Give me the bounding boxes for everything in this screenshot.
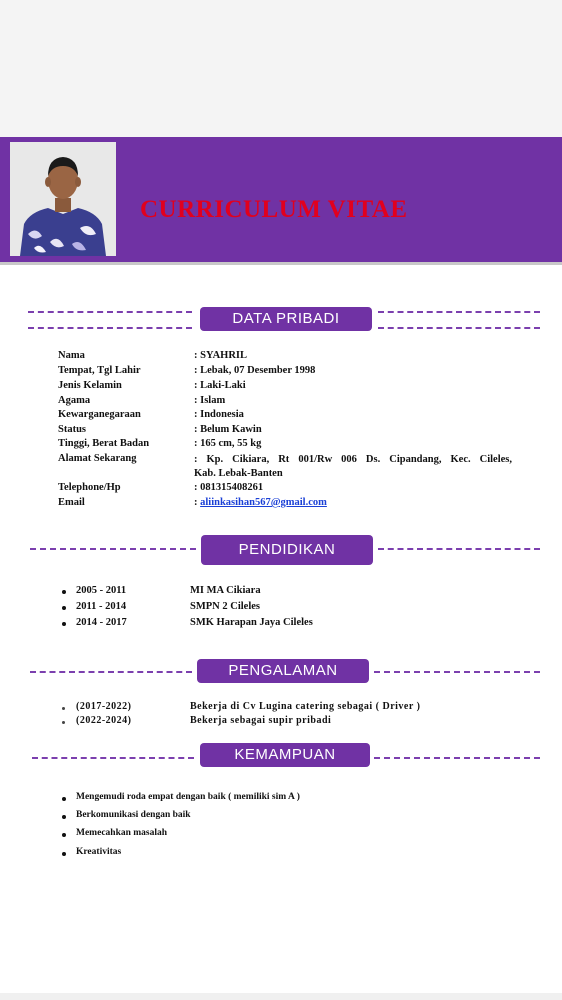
- divider-line: [378, 327, 540, 329]
- section-header-kemampuan: [0, 743, 562, 769]
- bullet-icon: [62, 606, 66, 610]
- experience-desc: Bekerja sebagai supir pribadi: [190, 715, 332, 726]
- divider-line: [378, 311, 540, 313]
- field-value: [194, 497, 327, 508]
- divider-line: [28, 311, 192, 313]
- section-title: KEMAMPUAN: [200, 743, 370, 767]
- field-label: Tinggi, Berat Badan: [58, 438, 150, 449]
- email-link[interactable]: aliinkasihan567@gmail.com: [200, 497, 327, 508]
- bullet-icon: [62, 797, 66, 801]
- section-header-pendidikan: [0, 535, 562, 561]
- section-header-pengalaman: [0, 659, 562, 685]
- section-title: PENGALAMAN: [197, 659, 369, 683]
- section-header-data-pribadi: [0, 306, 562, 332]
- top-background: [0, 0, 562, 137]
- skill-item: Memecahkan masalah: [76, 828, 168, 838]
- bullet-icon: [62, 707, 65, 710]
- address-line-1: : Kp. Cikiara, Rt 001/Rw 006 Ds. Cipandang, Kec. Cileles,: [194, 454, 512, 465]
- education-years: 2011 - 2014: [76, 601, 127, 612]
- divider-line: [30, 548, 196, 550]
- divider-line: [28, 327, 192, 329]
- field-value: : Indonesia: [194, 409, 244, 420]
- field-label: Alamat Sekarang: [58, 453, 137, 464]
- bullet-icon: [62, 590, 66, 594]
- experience-desc: Bekerja di Cv Lugina catering sebagai ( Driver ): [190, 701, 421, 712]
- divider-line: [32, 757, 194, 759]
- divider-line: [374, 757, 540, 759]
- education-years: 2005 - 2011: [76, 585, 127, 596]
- education-school: SMK Harapan Jaya Cileles: [190, 617, 313, 628]
- section-title: DATA PRIBADI: [200, 307, 372, 331]
- divider-line: [378, 548, 540, 550]
- address-line-2: Kab. Lebak-Banten: [194, 468, 283, 479]
- field-value: : Laki-Laki: [194, 380, 246, 391]
- field-label: Agama: [58, 395, 91, 406]
- section-title: PENDIDIKAN: [201, 535, 373, 565]
- skill-item: Berkomunikasi dengan baik: [76, 810, 191, 820]
- divider-line: [30, 671, 192, 673]
- field-label: Status: [58, 424, 87, 435]
- field-value: : Lebak, 07 Desember 1998: [194, 365, 316, 376]
- email-prefix: :: [194, 497, 201, 508]
- education-school: SMPN 2 Cileles: [190, 601, 260, 612]
- bullet-icon: [62, 622, 66, 626]
- field-label: Kewarganegaraan: [58, 409, 141, 420]
- page-bottom-edge: [0, 993, 562, 1000]
- field-label: Email: [58, 497, 85, 508]
- page-title: CURRICULUM VITAE: [140, 196, 408, 223]
- banner-shadow: [0, 262, 562, 265]
- skill-item: Kreativitas: [76, 847, 122, 857]
- experience-years: (2017-2022): [76, 701, 132, 712]
- field-value: : 081315408261: [194, 482, 264, 493]
- bullet-icon: [62, 815, 66, 819]
- education-school: MI MA Cikiara: [190, 585, 261, 596]
- field-label: Telephone/Hp: [58, 482, 121, 493]
- field-value: : SYAHRIL: [194, 350, 248, 361]
- skill-item: Mengemudi roda empat dengan baik ( memiliki sim A ): [76, 792, 300, 802]
- divider-line: [374, 671, 540, 673]
- experience-years: (2022-2024): [76, 715, 132, 726]
- profile-photo: [10, 142, 116, 256]
- bullet-icon: [62, 852, 66, 856]
- field-value: : Belum Kawin: [194, 424, 262, 435]
- bullet-icon: [62, 721, 65, 724]
- field-label: Tempat, Tgl Lahir: [58, 365, 141, 376]
- education-years: 2014 - 2017: [76, 617, 127, 628]
- field-value: : Islam: [194, 395, 226, 406]
- address-value: [194, 453, 512, 481]
- field-value: : 165 cm, 55 kg: [194, 438, 262, 449]
- bullet-icon: [62, 833, 66, 837]
- field-label: Nama: [58, 350, 85, 361]
- field-label: Jenis Kelamin: [58, 380, 122, 391]
